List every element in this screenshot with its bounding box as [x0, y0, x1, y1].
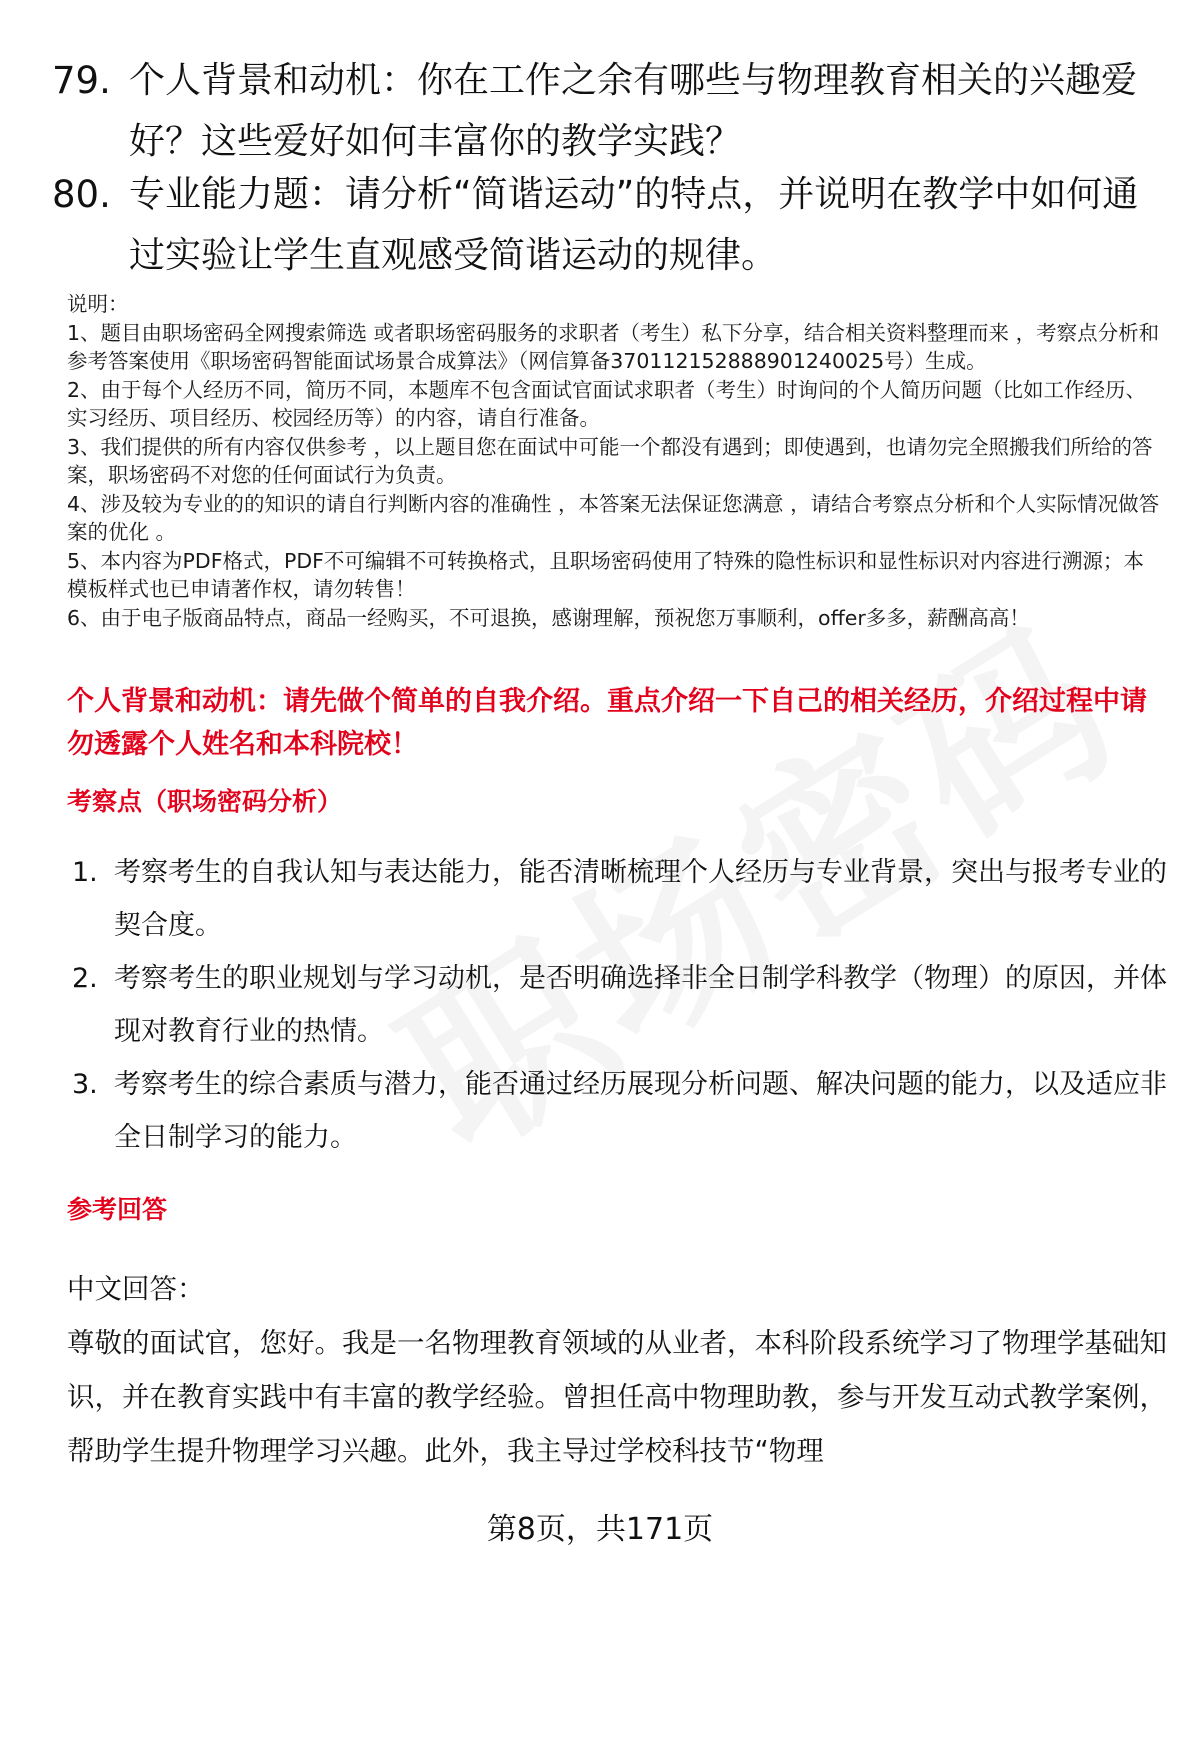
assessment-points-list [72, 846, 1167, 1164]
notes-heading: 说明： [67, 292, 129, 316]
question-80 [52, 164, 1162, 286]
list-item-text: 考察考生的职业规划与学习动机，是否明确选择非全日制学科教学（物理）的原因，并体现对教育行业的热情。 [114, 963, 1167, 1047]
list-item [72, 1058, 1167, 1164]
answer-label: 中文回答： [67, 1273, 205, 1305]
list-item-number: 3. [72, 1069, 98, 1100]
note-item: 3、我们提供的所有内容仅供参考 ，以上题目您在面试中可能一个都没有遇到；即使遇到，也请勿完全照搬我们所给的答案，职场密码不对您的任何面试行为负责。 [67, 434, 1153, 487]
list-item-number: 1. [72, 857, 98, 888]
question-text: 个人背景和动机：你在工作之余有哪些与物理教育相关的兴趣爱好？这些爱好如何丰富你的教学实践？ [129, 60, 1138, 162]
page-number: 第8页，共171页 [486, 1512, 714, 1547]
main-question-heading: 个人背景和动机：请先做个简单的自我介绍。重点介绍一下自己的相关经历，介绍过程中请勿透露个人姓名和本科院校！ [67, 686, 1147, 760]
note-item: 6、由于电子版商品特点，商品一经购买，不可退换，感谢理解，预祝您万事顺利，offer多多，薪酬高高！ [67, 605, 1030, 630]
note-item: 1、题目由职场密码全网搜索筛选 或者职场密码服务的求职者（考生）私下分享，结合相关资料整理而来 ，考察点分析和参考答案使用《职场密码智能面试场景合成算法》（网信算备370112152888901240025号）生成。 [67, 320, 1160, 373]
reference-answer-heading: 参考回答 [67, 1195, 168, 1224]
question-79 [52, 50, 1162, 172]
list-item [72, 952, 1167, 1058]
list-item [72, 846, 1167, 952]
list-item-text: 考察考生的综合素质与潜力，能否通过经历展现分析问题、解决问题的能力，以及适应非全日制学习的能力。 [114, 1069, 1167, 1153]
note-item: 2、由于每个人经历不同，简历不同，本题库不包含面试官面试求职者（考生）时询问的个人简历问题（比如工作经历、实习经历、项目经历、校园经历等）的内容，请自行准备。 [67, 377, 1147, 430]
question-number: 79. [52, 59, 111, 102]
reference-answer [67, 1262, 1167, 1478]
note-item: 4、涉及较为专业的的知识的请自行判断内容的准确性 ，本答案无法保证您满意 ，请结合考察点分析和个人实际情况做答案的优化 。 [67, 491, 1160, 544]
answer-text: 尊敬的面试官，您好。我是一名物理教育领域的从业者，本科阶段系统学习了物理学基础知识，并在教育实践中有丰富的教学经验。曾担任高中物理助教，参与开发互动式教学案例，帮助学生提升物理学习兴趣。此外，我主导过学校科技节“物理 [67, 1327, 1167, 1467]
list-item-number: 2. [72, 963, 98, 994]
notes-section [67, 290, 1162, 632]
question-number: 80. [52, 173, 111, 216]
question-text: 专业能力题：请分析“简谐运动”的特点，并说明在教学中如何通过实验让学生直观感受简谐运动的规律。 [129, 174, 1139, 276]
assessment-points-heading: 考察点（职场密码分析） [67, 787, 343, 816]
note-item: 5、本内容为PDF格式，PDF不可编辑不可转换格式，且职场密码使用了特殊的隐性标识和显性标识对内容进行溯源；本模板样式也已申请著作权，请勿转售！ [67, 548, 1144, 601]
list-item-text: 考察考生的自我认知与表达能力，能否清晰梳理个人经历与专业背景，突出与报考专业的契合度。 [114, 857, 1167, 941]
